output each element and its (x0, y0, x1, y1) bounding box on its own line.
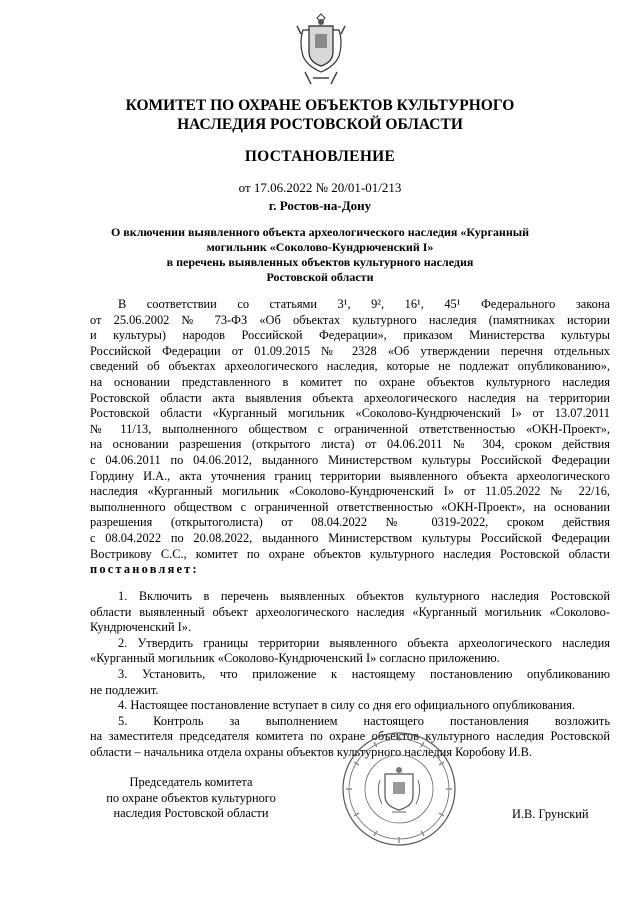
item-1-line: области выявленный объект археологического наследия «Курганный могильник «Соколово- (90, 604, 610, 619)
committee-line-1: КОМИТЕТ ПО ОХРАНЕ ОБЪЕКТОВ КУЛЬТУРНОГО (125, 97, 515, 114)
preamble-line: выполненного обществом с ограниченной ответственностью «ОКН-Проект», на основании (90, 499, 610, 514)
preamble-line: и культуры) народов Российской Федерации», приказом Министерства культуры (90, 328, 610, 343)
preamble-line: от 25.06.2002 № 73-ФЗ «Об объектах культурного наследия (памятниках истории (90, 312, 610, 327)
preamble-line: № 11/13, выполненного обществом с ограниченной ответственностью «ОКН-Проект», (90, 421, 610, 436)
preamble-paragraph (90, 297, 610, 578)
subject-line-3: в перечень выявленных объектов культурного наследия (166, 255, 474, 269)
item-2-line: 2. Утвердить границы территории выявленного объекта археологического наследия (118, 635, 610, 650)
preamble-line: Ростовской области акта выявления объекта археологического наследия на территории (90, 390, 610, 405)
position-line-3: наследия Ростовской области (113, 806, 269, 821)
item-1-line: Кундрюченский I». (90, 620, 192, 635)
preamble-line: на основании разрешения (открытого листа) от 04.06.2011 № 304, сроком действия (90, 437, 610, 452)
item-1-line: 1. Включить в перечень выявленных объектов культурного наследия Ростовской (118, 589, 610, 603)
item-4-line: 4. Настоящее постановление вступает в силу со дня его официального опубликования. (118, 698, 576, 713)
preamble-line: Ростовской области «Курганный могильник «Соколово-Кундрюченский I» от 13.07.2011 (90, 406, 610, 421)
preamble-line: Вострикову С.С., комитет по охране объектов культурного наследия Ростовской области (90, 546, 610, 561)
official-seal-stamp (340, 730, 458, 848)
preamble-line: сведений об объектах археологического наследия, которые не подлежат опубликованию», (90, 359, 610, 374)
subject-line-4: Ростовской области (266, 270, 374, 284)
resolves-word: постановляет: (90, 562, 199, 577)
document-subject (0, 225, 640, 285)
preamble-line: с 04.06.2011 по 04.06.2012, выданного Министерством культуры Российской Федерации (90, 452, 610, 467)
item-2-line: «Курганный могильник «Соколово-Кундрюченский I» согласно приложению. (90, 651, 500, 666)
preamble-line: на основании представленного в комитет по охране объектов культурного наследия (90, 374, 610, 389)
document-type-title: ПОСТАНОВЛЕНИЕ (244, 148, 396, 165)
coat-of-arms-emblem (295, 12, 347, 88)
committee-line-2: НАСЛЕДИЯ РОСТОВСКОЙ ОБЛАСТИ (177, 116, 463, 133)
signatory-position (86, 775, 296, 822)
subject-line-2: могильник «Соколово-Кундрюченский I» (206, 240, 434, 254)
position-line-2: по охране объектов культурного (106, 790, 276, 805)
item-5-line: на заместителя председателя комитета по охране объектов культурного наследия Ростовской (90, 729, 610, 744)
preamble-line: Гордину И.А., акта уточнения границ территории выявленного объекта археологического (90, 468, 610, 483)
subject-line-1: О включении выявленного объекта археологического наследия «Курганный (110, 225, 530, 239)
item-3-line: 3. Установить, что приложение к настоящему постановлению опубликованию (118, 666, 610, 681)
document-city: г. Ростов-на-Дону (268, 198, 372, 213)
item-3-line: не подлежит. (90, 682, 159, 697)
preamble-line: В соответствии со статьями 3¹, 9², 16¹, 45¹ Федерального закона (118, 297, 610, 311)
item-5-line: 5. Контроль за выполнением настоящего постановления возложить (118, 713, 610, 728)
preamble-line: Российской Федерации от 01.09.2015 № 2328 «Об утверждении перечня отдельных (90, 343, 610, 358)
preamble-line: с 08.04.2022 по 20.08.2022, выданного Министерством культуры Российской Федерации (90, 530, 610, 545)
preamble-line: наследия «Курганный могильник «Соколово-Кундрюченский I» от 11.05.2022 № 22/16, (90, 484, 610, 499)
position-line-1: Председатель комитета (129, 775, 253, 789)
item-5-line: области – начальника отдела охраны объектов культурного наследия Коробову И.В. (90, 744, 532, 759)
preamble-line: разрешения (открытоголиста) от 08.04.2022 № 0319-2022, сроком действия (90, 515, 610, 530)
document-date-number: от 17.06.2022 № 20/01-01/213 (238, 180, 402, 195)
signatory-name: И.В. Грунский (512, 807, 589, 821)
committee-name (0, 96, 640, 134)
